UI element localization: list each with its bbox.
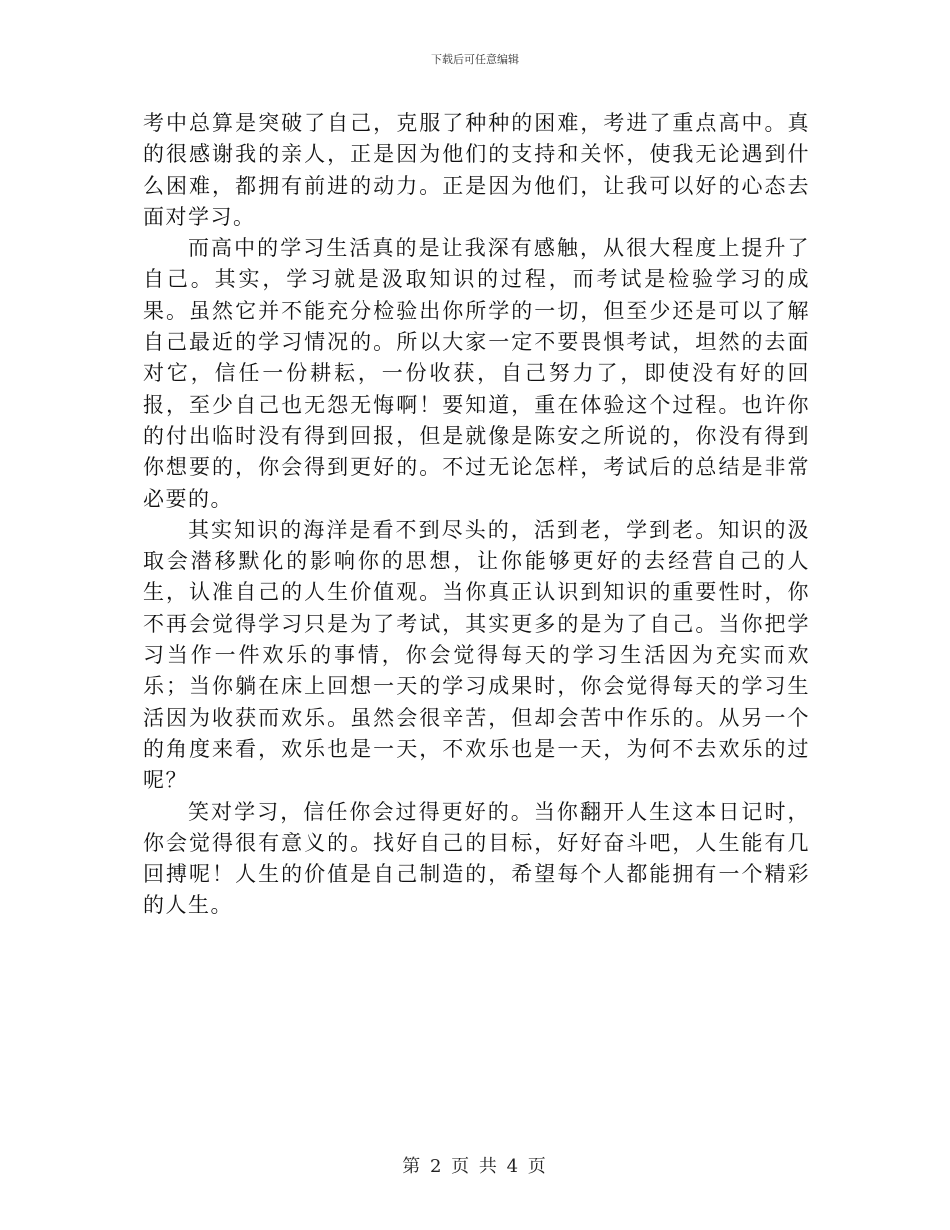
page-label-prefix: 第 (402, 1156, 423, 1177)
page-label-mid: 页 共 (451, 1156, 499, 1177)
total-pages-number: 4 (506, 1156, 521, 1177)
document-body (143, 108, 810, 922)
current-page-number: 2 (429, 1156, 444, 1177)
paragraph: 其实知识的海洋是看不到尽头的，活到老，学到老。知识的汲取会潜移默化的影响你的思想，让你能够更好的去经营自己的人生，认准自己的人生价值观。当你真正认识到知识的重要性时，你不再会觉得学习只是为了考试，其实更多的是为了自己。当你把学习当作一件欢乐的事情，你会觉得每天的学习生活因为充实而欢乐；当你躺在床上回想一天的学习成果时，你会觉得每天的学习生活因为收获而欢乐。虽然会很辛苦，但却会苦中作乐的。从另一个的角度来看，欢乐也是一天，不欢乐也是一天，为何不去欢乐的过呢？ (143, 517, 810, 793)
page-label-suffix: 页 (527, 1156, 548, 1177)
page-header-note: 下载后可任意编辑 (431, 53, 519, 66)
page-footer (0, 1156, 950, 1178)
paragraph: 而高中的学习生活真的是让我深有感触，从很大程度上提升了自己。其实，学习就是汲取知识的过程，而考试是检验学习的成果。虽然它并不能充分检验出你所学的一切，但至少还是可以了解自己最近的学习情况的。所以大家一定不要畏惧考试，坦然的去面对它，信任一份耕耘，一份收获，自己努力了，即使没有好的回报，至少自己也无怨无悔啊！要知道，重在体验这个过程。也许你的付出临时没有得到回报，但是就像是陈安之所说的，你没有得到你想要的，你会得到更好的。不过无论怎样，考试后的总结是非常必要的。 (143, 236, 810, 511)
paragraph-continued: 考中总算是突破了自己，克服了种种的困难，考进了重点高中。真的很感谢我的亲人，正是因为他们的支持和关怀，使我无论遇到什么困难，都拥有前进的动力。正是因为他们，让我可以好的心态去面对学习。 (143, 111, 810, 229)
paragraph: 笑对学习，信任你会过得更好的。当你翻开人生这本日记时，你会觉得很有意义的。找好自己的目标，好好奋斗吧，人生能有几回搏呢！人生的价值是自己制造的，希望每个人都能拥有一个精彩的人生。 (143, 799, 810, 918)
